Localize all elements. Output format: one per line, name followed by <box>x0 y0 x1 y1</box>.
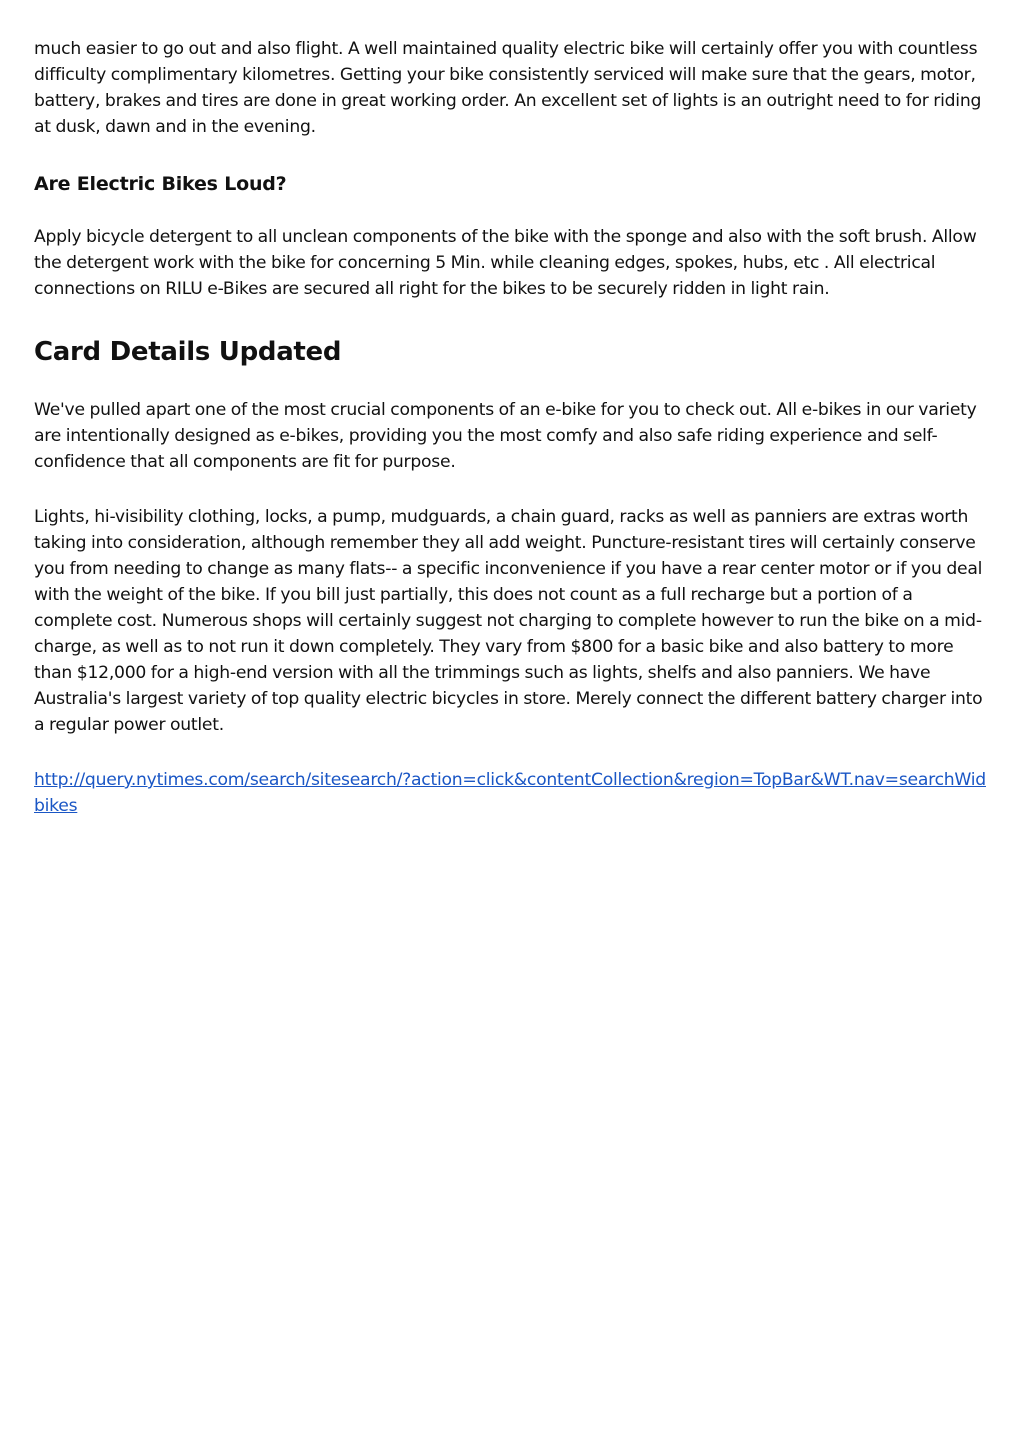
nytimes-search-link[interactable]: http://query.nytimes.com/search/sitesearch/?action=click&contentCollection&region=TopBar&WT.nav=searchWidbikes <box>34 770 986 816</box>
components-paragraph: We've pulled apart one of the most crucial components of an e-bike for you to check out. All e-bikes in our variety are intentionally designed as e-bikes, providing you the most comfy and also safe riding experience and self-confidence that all components are fit for purpose. <box>34 400 977 472</box>
section-heading-electric-bikes-loud: Are Electric Bikes Loud? <box>34 173 287 195</box>
intro-paragraph: much easier to go out and also flight. A well maintained quality electric bike will certainly offer you with countless difficulty complimentary kilometres. Getting your bike consistently serviced will make sure that the gears, motor, battery, brakes and tires are done in great working order. An excellent set of lights is an outright need to for riding at dusk, dawn and in the evening. <box>34 39 982 137</box>
section-heading-card-details-updated: Card Details Updated <box>34 337 342 367</box>
accessories-paragraph: Lights, hi-visibility clothing, locks, a pump, mudguards, a chain guard, racks as well as panniers are extras worth taking into consideration, although remember they all add weight. Puncture-resistant tires will certainly conserve you from needing to change as many flats-- a specific inconvenience if you have a rear center motor or if you deal with the weight of the bike. If you bill just partially, this does not count as a full recharge but a portion of a complete cost. Numerous shops will certainly suggest not charging to complete however to run the bike on a mid-charge, as well as to not run it down completely. They vary from $800 for a basic bike and also battery to more than $12,000 for a high-end version with all the trimmings such as lights, shelfs and also panniers. We have Australia's largest variety of top quality electric bicycles in store. Merely connect the different battery charger into a regular power outlet. <box>34 507 983 735</box>
link-block <box>34 767 994 819</box>
cleaning-paragraph: Apply bicycle detergent to all unclean components of the bike with the sponge and also with the soft brush. Allow the detergent work with the bike for concerning 5 Min. while cleaning edges, spokes, hubs, etc . All electrical connections on RILU e-Bikes are secured all right for the bikes to be securely ridden in light rain. <box>34 227 977 299</box>
document-page <box>34 36 994 819</box>
